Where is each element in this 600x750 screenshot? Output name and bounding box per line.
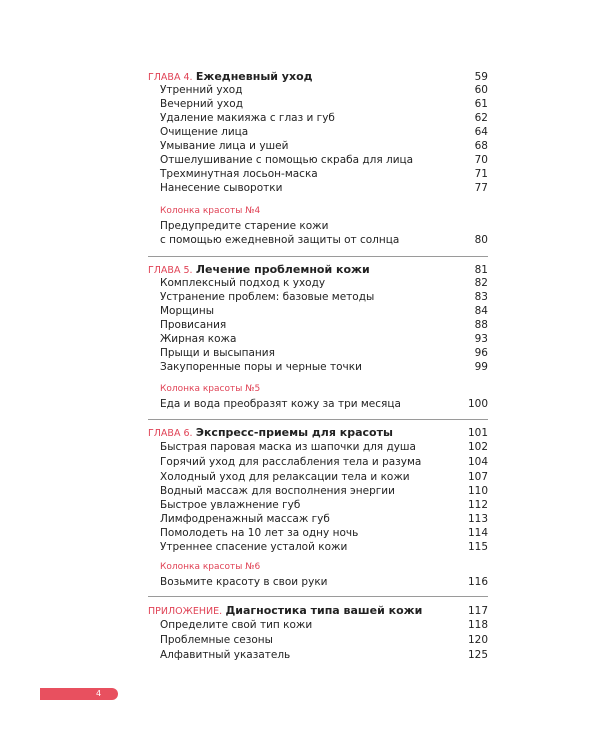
page-number: 81 xyxy=(474,264,488,276)
toc-entry[interactable] xyxy=(160,167,488,182)
page-number: 71 xyxy=(474,168,488,180)
chapter-heading[interactable] xyxy=(148,262,488,277)
entry-title: Холодный уход для релаксации тела и кожи xyxy=(160,471,410,483)
beauty-column-label: Колонка красоты №5 xyxy=(160,384,261,394)
toc-entry[interactable] xyxy=(160,360,488,375)
chapter-title: Ежедневный уход xyxy=(195,70,313,83)
entry-title: Вечерний уход xyxy=(160,98,243,110)
toc-entry[interactable] xyxy=(160,332,488,347)
toc-entry[interactable] xyxy=(160,290,488,305)
page-number: 64 xyxy=(474,126,488,138)
entry-title: Помолодеть на 10 лет за одну ночь xyxy=(160,527,359,539)
chapter-heading[interactable] xyxy=(148,69,488,84)
page-number: 70 xyxy=(474,154,488,166)
page-number: 100 xyxy=(467,398,488,410)
entry-title: Проблемные сезоны xyxy=(160,634,273,646)
page-number: 125 xyxy=(467,649,488,661)
entry-title: Очищение лица xyxy=(160,126,249,138)
page-number: 61 xyxy=(474,98,488,110)
page-number: 115 xyxy=(467,541,488,553)
toc-entry[interactable] xyxy=(160,540,488,555)
page-number: 82 xyxy=(474,277,488,289)
page-number: 77 xyxy=(474,182,488,194)
toc-entry[interactable] xyxy=(160,125,488,140)
page-number: 114 xyxy=(467,527,488,539)
toc-entry[interactable] xyxy=(160,455,488,470)
entry-title: Предупредите старение кожи xyxy=(160,220,329,232)
page-number: 102 xyxy=(467,441,488,453)
page-number: 60 xyxy=(474,84,488,96)
beauty-column-entry[interactable] xyxy=(160,397,488,412)
page-number: 88 xyxy=(474,319,488,331)
page-number: 118 xyxy=(467,619,488,631)
toc-entry[interactable] xyxy=(160,276,488,291)
section-divider xyxy=(148,596,488,597)
beauty-column-label: Колонка красоты №6 xyxy=(160,562,261,572)
entry-title: Лимфодренажный массаж губ xyxy=(160,513,330,525)
page-number: 116 xyxy=(467,576,488,588)
chapter-heading[interactable] xyxy=(148,603,488,618)
entry-title: Быстрое увлажнение губ xyxy=(160,499,301,511)
entry-title: Утренний уход xyxy=(160,84,243,96)
entry-title: с помощью ежедневной защиты от солнца xyxy=(160,234,400,246)
entry-title: Определите свой тип кожи xyxy=(160,619,313,631)
page-number: 93 xyxy=(474,333,488,345)
entry-title: Удаление макияжа с глаз и губ xyxy=(160,112,335,124)
entry-title: Трехминутная лосьон-маска xyxy=(160,168,318,180)
toc-entry[interactable] xyxy=(160,440,488,455)
entry-title: Алфавитный указатель xyxy=(160,649,291,661)
toc-entry[interactable] xyxy=(160,181,488,196)
beauty-column-entry[interactable] xyxy=(160,233,488,248)
beauty-column-entry[interactable] xyxy=(160,575,488,590)
section-divider xyxy=(148,256,488,257)
toc-entry[interactable] xyxy=(160,139,488,154)
toc-entry[interactable] xyxy=(160,97,488,112)
entry-title: Умывание лица и ушей xyxy=(160,140,289,152)
chapter-title: Экспресс-приемы для красоты xyxy=(195,426,393,439)
page-number: 62 xyxy=(474,112,488,124)
page-number: 112 xyxy=(467,499,488,511)
toc-entry[interactable] xyxy=(160,304,488,319)
beauty-column-entry-line[interactable] xyxy=(160,219,488,234)
page-number: 113 xyxy=(467,513,488,525)
page-number: 107 xyxy=(467,471,488,483)
chapter-title: Диагностика типа вашей кожи xyxy=(225,604,423,617)
toc-entry[interactable] xyxy=(160,498,488,513)
page-number: 104 xyxy=(467,456,488,468)
toc-entry[interactable] xyxy=(160,470,488,485)
entry-title: Утреннее спасение усталой кожи xyxy=(160,541,348,553)
beauty-column-label: Колонка красоты №4 xyxy=(160,206,261,216)
page-number: 101 xyxy=(467,427,488,439)
chapter-label: ГЛАВА 4. xyxy=(148,72,193,83)
toc-entry[interactable] xyxy=(160,633,488,648)
page-number: 68 xyxy=(474,140,488,152)
chapter-heading[interactable] xyxy=(148,425,488,440)
page-number: 96 xyxy=(474,347,488,359)
page-number: 99 xyxy=(474,361,488,373)
entry-title: Жирная кожа xyxy=(160,333,237,345)
entry-title: Провисания xyxy=(160,319,227,331)
page-number: 83 xyxy=(474,291,488,303)
section-divider xyxy=(148,419,488,420)
entry-title: Отшелушивание с помощью скраба для лица xyxy=(160,154,414,166)
page-number-tab xyxy=(40,688,118,700)
chapter-label: ГЛАВА 6. xyxy=(148,428,193,439)
entry-title: Водный массаж для восполнения энергии xyxy=(160,485,395,497)
page-number: 84 xyxy=(474,305,488,317)
entry-title: Устранение проблем: базовые методы xyxy=(160,291,375,303)
toc-entry[interactable] xyxy=(160,618,488,633)
folio-page-number: 4 xyxy=(96,689,102,698)
toc-entry[interactable] xyxy=(160,526,488,541)
toc-entry[interactable] xyxy=(160,512,488,527)
entry-title: Горячий уход для расслабления тела и разума xyxy=(160,456,422,468)
toc-entry[interactable] xyxy=(160,346,488,361)
entry-title: Прыщи и высыпания xyxy=(160,347,275,359)
chapter-title: Лечение проблемной кожи xyxy=(195,263,370,276)
entry-title: Закупоренные поры и черные точки xyxy=(160,361,362,373)
toc-entry[interactable] xyxy=(160,484,488,499)
page-number: 59 xyxy=(474,71,488,83)
entry-title: Нанесение сыворотки xyxy=(160,182,283,194)
entry-title: Морщины xyxy=(160,305,215,317)
page-number: 110 xyxy=(467,485,488,497)
page-number: 120 xyxy=(467,634,488,646)
toc-entry[interactable] xyxy=(160,648,488,663)
entry-title: Еда и вода преобразят кожу за три месяца xyxy=(160,398,401,410)
toc-entry[interactable] xyxy=(160,83,488,98)
page-number: 117 xyxy=(467,605,488,617)
entry-title: Возьмите красоту в свои руки xyxy=(160,576,328,588)
page-number: 80 xyxy=(474,234,488,246)
chapter-label: ГЛАВА 5. xyxy=(148,265,193,276)
toc-entry[interactable] xyxy=(160,153,488,168)
entry-title: Комплексный подход к уходу xyxy=(160,277,326,289)
entry-title: Быстрая паровая маска из шапочки для душа xyxy=(160,441,416,453)
toc-entry[interactable] xyxy=(160,111,488,126)
chapter-label: ПРИЛОЖЕНИЕ. xyxy=(148,606,223,617)
toc-entry[interactable] xyxy=(160,318,488,333)
